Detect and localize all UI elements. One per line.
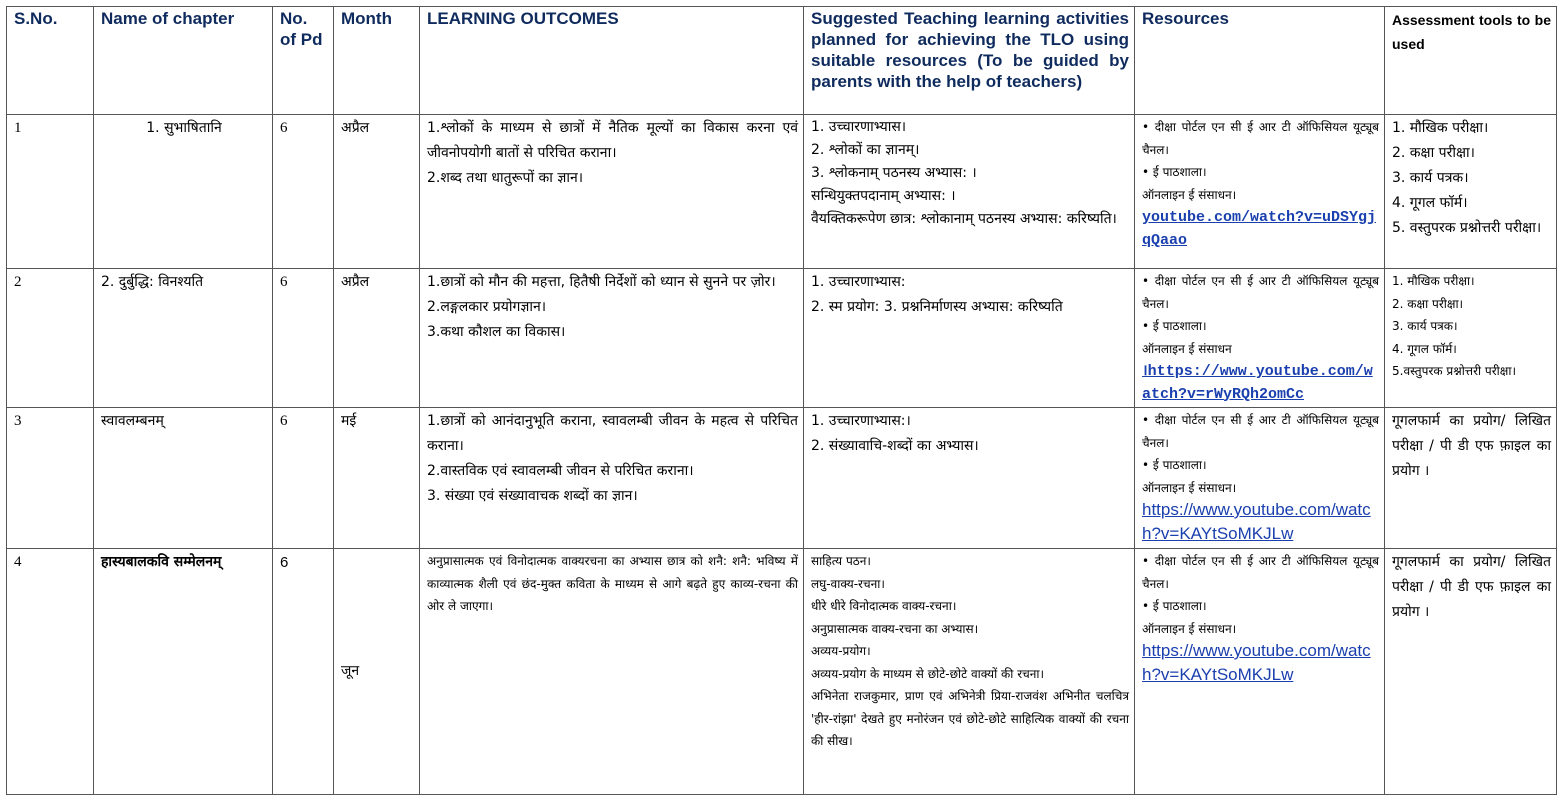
row-periods: 6: [273, 115, 334, 269]
outcome-line: 2.शब्द तथा धातुरूपों का ज्ञान।: [427, 170, 584, 186]
header-month: Month: [334, 7, 420, 115]
row-assessment: [1385, 549, 1557, 795]
resource-bullet: • ई पाठशाला।: [1142, 454, 1379, 477]
resource-bullet: • दीक्षा पोर्टल एन सी ई आर टी ऑफिसियल यूट्यूब चैनल।: [1142, 409, 1379, 454]
assessment-line: 3. कार्य पत्रक।: [1392, 319, 1458, 333]
activity-line: अव्यय-प्रयोग।: [811, 644, 871, 658]
row-month: मई: [334, 408, 420, 549]
activity-line: 2. स्म प्रयोग: 3. प्रश्ननिर्माणस्य अभ्यास: करिष्यति: [811, 299, 1063, 315]
activity-line: 3. श्लोकनाम् पठनस्य अभ्यास: ।: [811, 165, 977, 181]
table-row: [7, 408, 1557, 549]
resource-bullet: • दीक्षा पोर्टल एन सी ई आर टी ऑफिसियल यूट्यूब चैनल।: [1142, 116, 1379, 161]
activity-line: अव्यय-प्रयोग के माध्यम से छोटे-छोटे वाक्यों की रचना।: [811, 666, 1045, 681]
activity-line: 2. संख्यावाचि-शब्दों का अभ्यास।: [811, 438, 979, 454]
row-resources: [1135, 115, 1385, 269]
row-activities: [804, 408, 1135, 549]
row-chapter: हास्यबालकवि सम्मेलनम्: [94, 549, 273, 795]
row-chapter: स्वावलम्बनम्: [94, 408, 273, 549]
row-assessment: [1385, 269, 1557, 408]
resource-online-label: ऑनलाइन ई संसाधन।: [1142, 621, 1237, 636]
row-month: जून: [334, 549, 420, 795]
assessment-line: 5. वस्तुपरक प्रश्नोत्तरी परीक्षा।: [1392, 220, 1542, 236]
activity-line: धीरे धीरे विनोदात्मक वाक्य-रचना।: [811, 599, 957, 613]
table-row: [7, 269, 1557, 408]
outcome-line: अनुप्रासात्मक एवं विनोदात्मक वाक्यरचना का अभ्यास छात्र को शनै: शनै: भविष्य में काव्यात्मक शैली एवं छंद-मुक्त कविता के माध्यम से आगे बढ़ते हुए काव्य-रचना की ओर ले जाएगा।: [427, 554, 798, 613]
row-outcomes: [420, 115, 804, 269]
row-chapter: 1. सुभाषितानि: [94, 115, 273, 269]
header-activities: Suggested Teaching learning activities planned for achieving the TLO using suitable resources (To be guided by parents with the help of teachers): [804, 7, 1135, 115]
outcome-line: 2.लङ्गलकार प्रयोगज्ञान।: [427, 299, 547, 315]
activity-line: सन्धियुक्तपदानाम् अभ्यास: ।: [811, 188, 956, 204]
resource-link[interactable]: https://www.youtube.com/watch?v=KAYtSoMKJLw: [1142, 641, 1371, 684]
row-activities: [804, 549, 1135, 795]
row-resources: [1135, 269, 1385, 408]
table-row: [7, 115, 1557, 269]
row-assessment: [1385, 115, 1557, 269]
resource-bullet: • दीक्षा पोर्टल एन सी ई आर टी ऑफिसियल यूट्यूब चैनल।: [1142, 270, 1379, 315]
row-outcomes: [420, 269, 804, 408]
resource-bullet: • दीक्षा पोर्टल एन सी ई आर टी ऑफिसियल यूट्यूब चैनल।: [1142, 550, 1379, 595]
row-resources: [1135, 549, 1385, 795]
activity-line: साहित्य पठन।: [811, 554, 871, 568]
row-sno: 2: [7, 269, 94, 408]
row-sno: 3: [7, 408, 94, 549]
row-outcomes: [420, 408, 804, 549]
assessment-line: 1. मौखिक परीक्षा।: [1392, 120, 1489, 136]
row-periods: 6: [273, 269, 334, 408]
assessment-line: 2. कक्षा परीक्षा।: [1392, 145, 1475, 161]
assessment-line: 4. गूगल फॉर्म।: [1392, 341, 1457, 356]
row-periods: 6: [273, 549, 334, 795]
header-learning-outcomes: LEARNING OUTCOMES: [420, 7, 804, 115]
outcome-line: 1.छात्रों को आनंदानुभूति कराना, स्वावलम्बी जीवन के महत्व से परिचित कराना।: [427, 413, 798, 454]
assessment-line: 4. गूगल फॉर्म।: [1392, 195, 1468, 211]
row-activities: [804, 115, 1135, 269]
resource-bullet: • ई पाठशाला।: [1142, 161, 1379, 184]
resource-link[interactable]: ।https://www.youtube.com/watch?v=rWyRQh2omCc: [1142, 363, 1373, 403]
header-row: [7, 7, 1557, 115]
activity-line: अभिनेता राजकुमार, प्राण एवं अभिनेत्री प्रिया-राजवंश अभिनीत चलचित्र 'हीर-रांझा' देखते हुए मनोरंजन एवं छोटे-छोटे साहित्यिक वाक्यों की रचना की सीख।: [811, 689, 1129, 748]
row-outcomes: [420, 549, 804, 795]
resource-bullet: • ई पाठशाला।: [1142, 315, 1379, 338]
resource-online-label: ऑनलाइन ई संसाधन: [1142, 341, 1232, 356]
lesson-plan-table: [6, 6, 1557, 795]
activity-line: 1. उच्चारणाभ्यास।: [811, 119, 907, 135]
activity-line: अनुप्रासात्मक वाक्य-रचना का अभ्यास।: [811, 621, 979, 636]
activity-line: वैयक्तिकरूपेण छात्र: श्लोकानाम् पठनस्य अभ्यास: करिष्यति।: [811, 211, 1117, 227]
header-periods: No. of Pd: [273, 7, 334, 115]
activity-line: लघु-वाक्य-रचना।: [811, 576, 885, 591]
activity-line: 1. उच्चारणाभ्यास:: [811, 274, 906, 290]
header-resources: Resources: [1135, 7, 1385, 115]
outcome-line: 3.कथा कौशल का विकास।: [427, 324, 566, 340]
row-month: अप्रैल: [334, 115, 420, 269]
table-row: [7, 549, 1557, 795]
outcome-line: 2.वास्तविक एवं स्वावलम्बी जीवन से परिचित कराना।: [427, 463, 694, 479]
header-assessment: Assessment tools to be used: [1385, 7, 1557, 115]
row-sno: 4: [7, 549, 94, 795]
outcome-line: 3. संख्या एवं संख्यावाचक शब्दों का ज्ञान।: [427, 488, 638, 504]
assessment-line: 3. कार्य पत्रक।: [1392, 170, 1469, 186]
assessment-line: 5.वस्तुपरक प्रश्नोत्तरी परीक्षा।: [1392, 364, 1517, 378]
row-assessment: [1385, 408, 1557, 549]
assessment-line: 1. मौखिक परीक्षा।: [1392, 274, 1475, 288]
resource-bullet: • ई पाठशाला।: [1142, 595, 1379, 618]
row-resources: [1135, 408, 1385, 549]
row-periods: 6: [273, 408, 334, 549]
row-activities: [804, 269, 1135, 408]
header-chapter: Name of chapter: [94, 7, 273, 115]
assessment-line: गूगलफार्म का प्रयोग/ लिखित परीक्षा / पी डी एफ फ़ाइल का प्रयोग ।: [1392, 413, 1551, 479]
resource-online-label: ऑनलाइन ई संसाधन।: [1142, 187, 1237, 202]
assessment-line: 2. कक्षा परीक्षा।: [1392, 296, 1464, 311]
resource-link[interactable]: https://www.youtube.com/watch?v=KAYtSoMKJLw: [1142, 500, 1371, 543]
activity-line: 1. उच्चारणाभ्यास:।: [811, 413, 911, 429]
row-chapter: 2. दुर्बुद्धि: विनश्यति: [94, 269, 273, 408]
resource-link[interactable]: youtube.com/watch?v=uDSYgjqQaao: [1142, 209, 1377, 249]
outcome-line: 1.छात्रों को मौन की महत्ता, हितैषी निर्देशों को ध्यान से सुनने पर ज़ोर।: [427, 274, 776, 290]
activity-line: 2. श्लोकों का ज्ञानम्।: [811, 142, 920, 158]
row-sno: 1: [7, 115, 94, 269]
resource-online-label: ऑनलाइन ई संसाधन।: [1142, 480, 1237, 495]
outcome-line: 1.श्लोकों के माध्यम से छात्रों में नैतिक मूल्यों का विकास करना एवं जीवनोपयोगी बातों से परिचित कराना।: [427, 120, 798, 161]
row-month: अप्रैल: [334, 269, 420, 408]
header-sno: S.No.: [7, 7, 94, 115]
assessment-line: गूगलफार्म का प्रयोग/ लिखित परीक्षा / पी डी एफ फ़ाइल का प्रयोग ।: [1392, 554, 1551, 620]
